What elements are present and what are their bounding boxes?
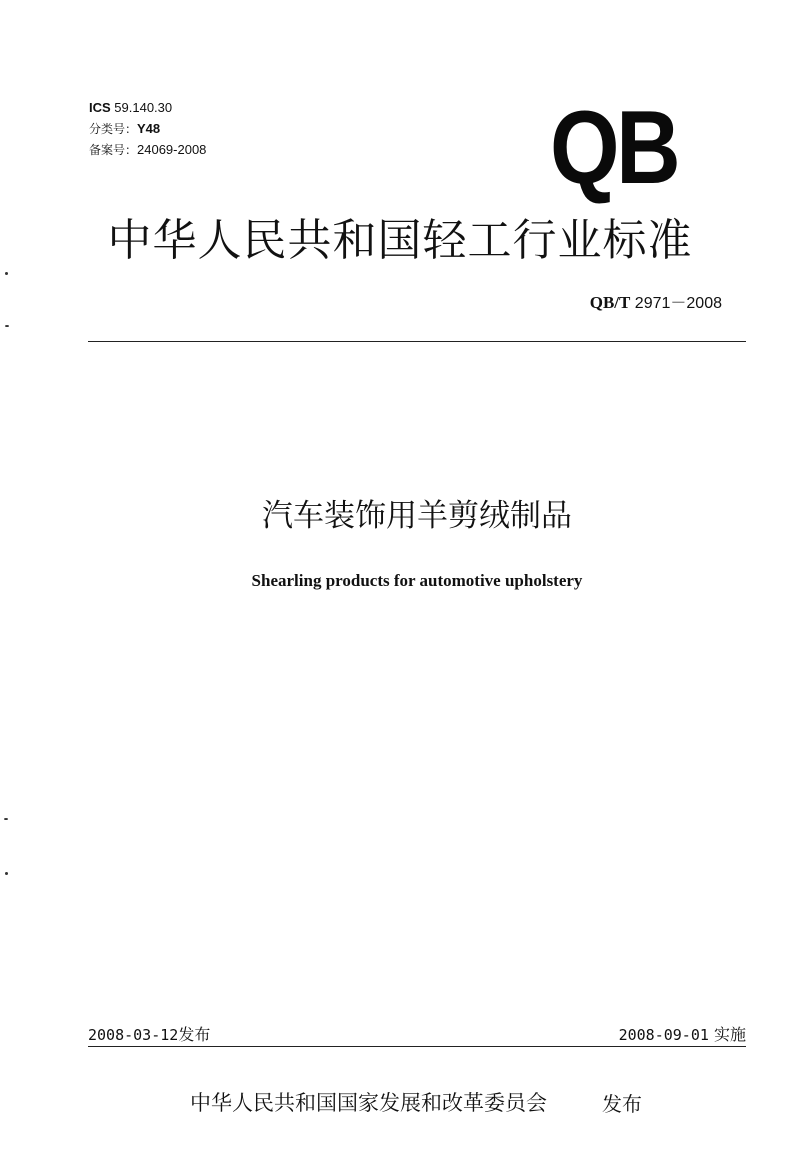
- classification-label: 分类号：: [89, 122, 138, 136]
- implementation-date-value: 2008-09-01: [618, 1026, 709, 1044]
- scan-speck: [5, 872, 8, 875]
- ics-label: ICS: [89, 100, 111, 115]
- publisher-name: 中华人民共和国国家发展和改革委员会: [190, 1091, 547, 1115]
- classification-value: Y48: [137, 121, 161, 136]
- ics-code: [89, 100, 172, 116]
- record-number: [89, 142, 206, 158]
- classification-number: [89, 121, 160, 137]
- ics-value: 59.140.30: [114, 100, 173, 115]
- record-label: 备案号：: [89, 143, 138, 157]
- document-number: [590, 290, 722, 313]
- implementation-date: [619, 1022, 746, 1045]
- implementation-date-label: 实施: [713, 1025, 746, 1044]
- scan-speck: [4, 818, 8, 820]
- document-title-english: Shearling products for automotive upholstery: [251, 571, 583, 590]
- publisher-action: 发布: [602, 1092, 642, 1116]
- document-number-value: 2971－2008: [634, 295, 722, 312]
- top-divider: [88, 341, 746, 342]
- issue-date-value: 2008-03-12: [88, 1026, 179, 1044]
- bottom-divider: [88, 1046, 746, 1047]
- standard-category-title: 中华人民共和国轻工行业标准: [107, 215, 693, 266]
- record-value: 24069-2008: [137, 142, 207, 157]
- issue-date-label: 发布: [178, 1025, 211, 1044]
- scan-speck: [5, 272, 8, 275]
- scan-speck: [5, 325, 9, 327]
- document-number-prefix: QB/T: [589, 293, 631, 312]
- qb-logo: QB: [550, 90, 678, 206]
- document-title-chinese: 汽车装饰用羊剪绒制品: [262, 498, 572, 534]
- issue-date: [88, 1022, 210, 1045]
